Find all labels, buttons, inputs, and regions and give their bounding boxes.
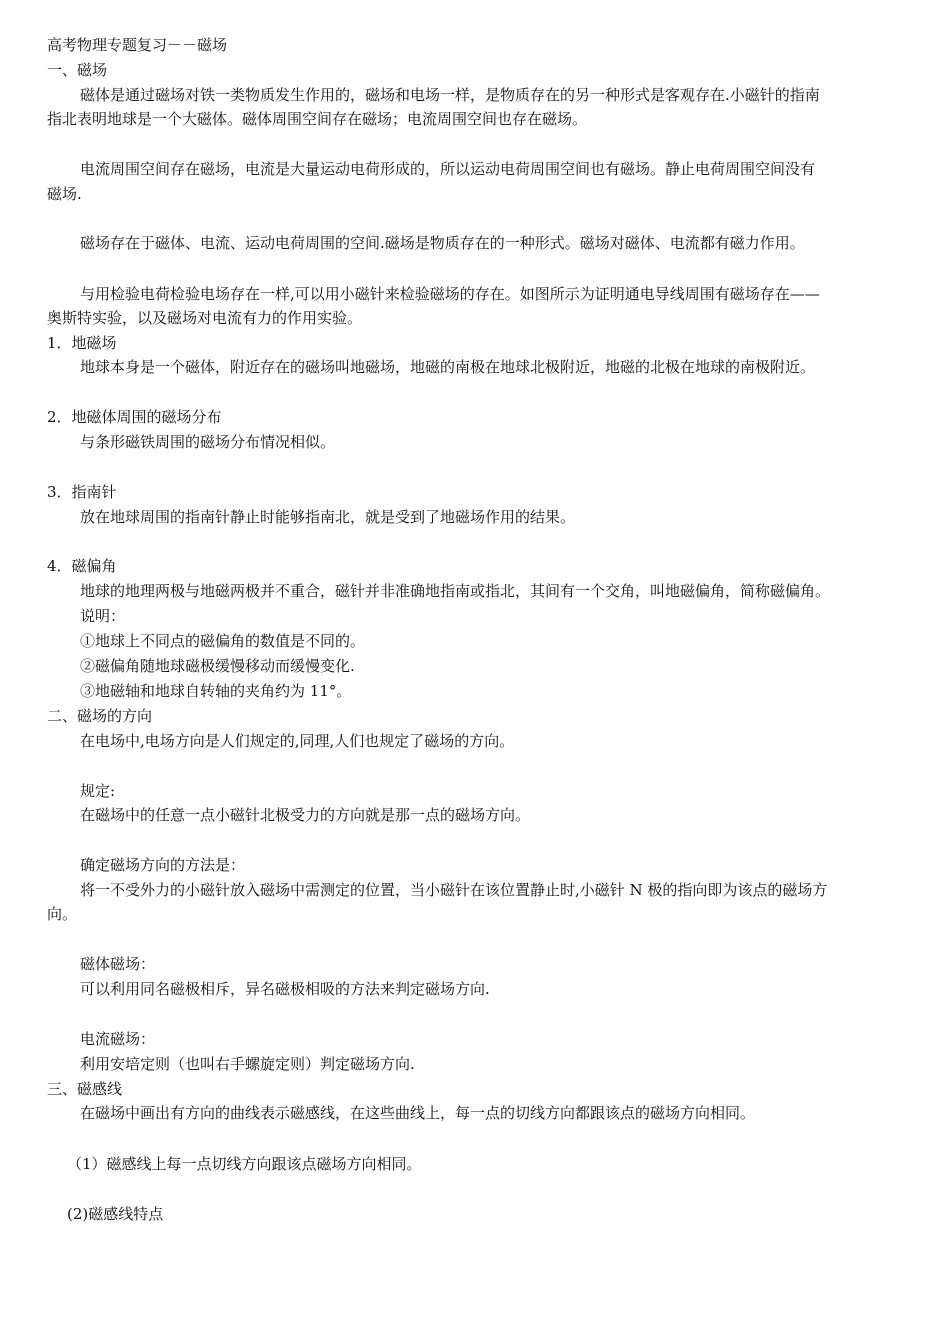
s1-paragraph-1a: 磁体是通过磁场对铁一类物质发生作用的，磁场和电场一样，是物质存在的另一种形式是客观存在.小磁针的指南 — [80, 86, 820, 104]
s1-paragraph-2b: 磁场. — [47, 185, 82, 203]
s2-method-text-b: 向。 — [47, 905, 78, 923]
s2-current-label: 电流磁场： — [80, 1030, 156, 1048]
s2-paragraph-1: 在电场中,电场方向是人们规定的,同理,人们也规定了磁场的方向。 — [80, 732, 515, 750]
s2-magnet-label: 磁体磁场： — [80, 955, 156, 973]
item-3-title: 3．指南针 — [47, 483, 117, 501]
s2-current-text: 利用安培定则（也叫右手螺旋定则）判定磁场方向. — [80, 1055, 415, 1073]
section-2-heading: 二、磁场的方向 — [47, 707, 153, 725]
s3-paragraph-1: 在磁场中画出有方向的曲线表示磁感线，在这些曲线上，每一点的切线方向都跟该点的磁场方向相同。 — [80, 1104, 756, 1122]
s2-rule-label: 规定: — [80, 782, 116, 800]
item-4-note-3: ③地磁轴和地球自转轴的夹角约为 11°。 — [80, 682, 352, 700]
s2-rule-text: 在磁场中的任意一点小磁针北极受力的方向就是那一点的磁场方向。 — [80, 806, 531, 824]
s1-paragraph-3: 磁场存在于磁体、电流、运动电荷周围的空间.磁场是物质存在的一种形式。磁场对磁体、电流都有磁力作用。 — [80, 234, 805, 252]
section-1-heading: 一、磁场 — [47, 61, 108, 79]
item-4-note-1: ①地球上不同点的磁偏角的数值是不同的。 — [80, 632, 366, 650]
item-1-text: 地球本身是一个磁体，附近存在的磁场叫地磁场，地磁的南极在地球北极附近，地磁的北极在地球的南极附近。 — [80, 358, 816, 376]
section-3-heading: 三、磁感线 — [47, 1080, 123, 1098]
item-4-note-2: ②磁偏角随地球磁极缓慢移动而缓慢变化. — [80, 657, 355, 675]
s3-item-2: (2)磁感线特点 — [67, 1205, 164, 1223]
document-title: 高考物理专题复习－－磁场 — [47, 36, 228, 54]
s1-paragraph-4b: 奥斯特实验，以及磁场对电流有力的作用实验。 — [47, 309, 363, 327]
item-4-text: 地球的地理两极与地磁两极并不重合，磁针并非准确地指南或指北，其间有一个交角，叫地磁偏角，简称磁偏角。 — [80, 582, 831, 600]
s2-method-label: 确定磁场方向的方法是： — [80, 856, 246, 874]
s1-paragraph-4a: 与用检验电荷检验电场存在一样,可以用小磁针来检验磁场的存在。如图所示为证明通电导线周围有磁场存在—— — [80, 285, 820, 303]
s3-item-1: （1）磁感线上每一点切线方向跟该点磁场方向相同。 — [67, 1155, 422, 1173]
item-2-title: 2．地磁体周围的磁场分布 — [47, 408, 222, 426]
item-3-text: 放在地球周围的指南针静止时能够指南北，就是受到了地磁场作用的结果。 — [80, 508, 576, 526]
s2-method-text-a: 将一不受外力的小磁针放入磁场中需测定的位置，当小磁针在该位置静止时,小磁针 N 极的指向即为该点的磁场方 — [80, 881, 828, 899]
item-4-note-label: 说明： — [80, 607, 126, 625]
s1-paragraph-2a: 电流周围空间存在磁场，电流是大量运动电荷形成的，所以运动电荷周围空间也有磁场。静止电荷周围空间没有 — [80, 160, 816, 178]
item-2-text: 与条形磁铁周围的磁场分布情况相似。 — [80, 433, 336, 451]
item-1-title: 1．地磁场 — [47, 334, 117, 352]
item-4-title: 4．磁偏角 — [47, 557, 117, 575]
s2-magnet-text: 可以利用同名磁极相斥，异名磁极相吸的方法来判定磁场方向. — [80, 980, 490, 998]
s1-paragraph-1b: 指北表明地球是一个大磁体。磁体周围空间存在磁场；电流周围空间也存在磁场。 — [47, 110, 588, 128]
